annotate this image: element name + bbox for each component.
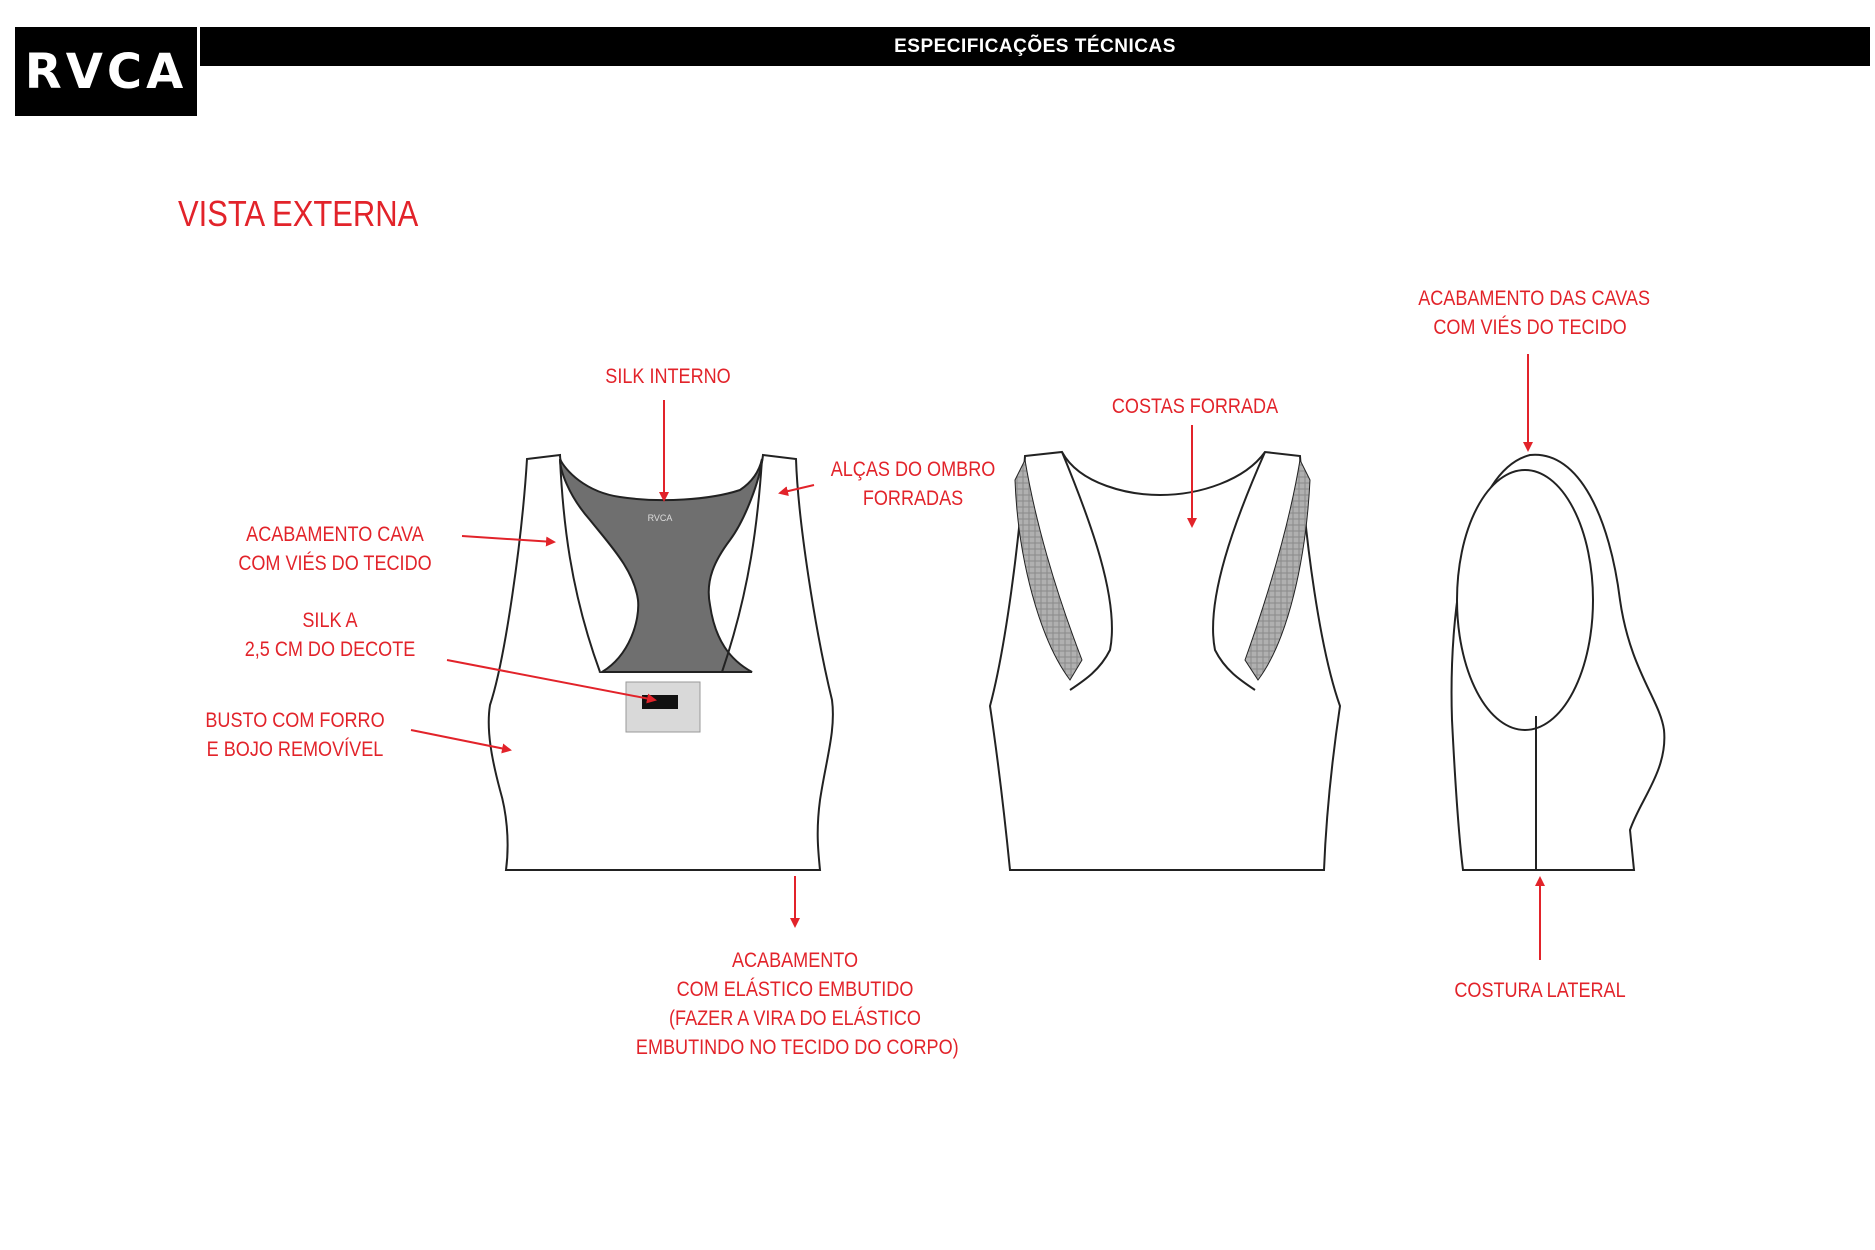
callout-barra <box>635 946 959 1062</box>
callout-line: ACABAMENTO DAS CAVAS <box>1418 287 1651 310</box>
callout-line: ACABAMENTO <box>731 949 859 972</box>
callout-line: COM VIÉS DO TECIDO <box>1433 316 1627 339</box>
callout-silk-decote <box>244 606 416 664</box>
callout-line: SILK INTERNO <box>605 365 731 388</box>
callout-line: COSTAS FORRADA <box>1111 395 1279 418</box>
callout-alcas <box>823 455 1004 513</box>
callout-line: COM ELÁSTICO EMBUTIDO <box>676 978 914 1001</box>
inner-silk-text: RVCA <box>647 513 673 523</box>
callout-line: BUSTO COM FORRO <box>205 709 385 732</box>
callout-line: ALÇAS DO OMBRO <box>830 458 996 481</box>
callout-line: COSTURA LATERAL <box>1454 979 1626 1002</box>
callout-cavas-lateral <box>1418 284 1651 342</box>
callout-costas <box>1105 392 1286 421</box>
back-view <box>990 452 1340 870</box>
callout-costura-lateral <box>1454 976 1626 1005</box>
back-body-outline <box>990 452 1340 870</box>
callout-line: (FAZER A VIRA DO ELÁSTICO <box>669 1007 921 1030</box>
callout-line: SILK A <box>302 609 358 632</box>
callout-line: 2,5 CM DO DECOTE <box>244 638 416 661</box>
logo-text: RVCA <box>24 43 188 100</box>
view-title: VISTA EXTERNA <box>178 193 419 234</box>
callout-busto <box>205 706 386 764</box>
callout-line: EMBUTINDO NO TECIDO DO CORPO) <box>635 1036 959 1059</box>
callout-line: COM VIÉS DO TECIDO <box>238 552 432 575</box>
callout-silk-interno <box>599 362 737 391</box>
callout-line: ACABAMENTO CAVA <box>246 523 424 546</box>
side-view <box>1452 455 1665 870</box>
side-armhole <box>1457 470 1593 730</box>
callout-line: E BOJO REMOVÍVEL <box>206 738 384 761</box>
page-title: ESPECIFICAÇÕES TÉCNICAS <box>894 35 1176 57</box>
callout-line: FORRADAS <box>862 487 964 510</box>
silk-label-inner <box>642 695 678 709</box>
callout-acabamento-cava <box>236 520 434 578</box>
